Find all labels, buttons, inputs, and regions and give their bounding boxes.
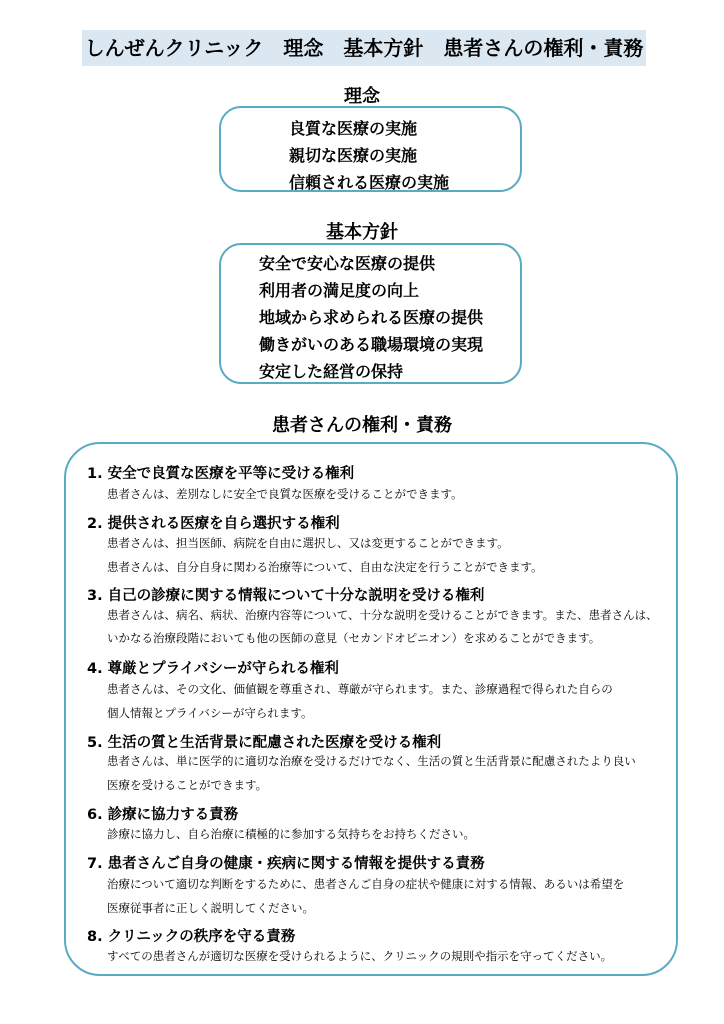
rights-item-text: 医療を受けることができます。 (107, 778, 268, 792)
page-title: しんぜんクリニック 理念 基本方針 患者さんの権利・責務 (82, 30, 646, 66)
policy-item: 安全で安心な医療の提供 (259, 254, 436, 273)
rights-item-text: 診療に協力し、自ら治療に積極的に参加する気持ちをお持ちください。 (107, 827, 475, 841)
rights-item-title: 8. クリニックの秩序を守る責務 (87, 929, 296, 945)
rights-item-text: 治療について適切な判断をするために、患者さんご自身の症状や健康に対する情報、あるいは希望を (107, 877, 625, 891)
policy-item: 利用者の満足度の向上 (259, 281, 420, 300)
rights-item-text: 個人情報とプライバシーが守られます。 (107, 706, 313, 720)
rights-item-text: すべての患者さんが適切な医療を受けられるように、クリニックの規則や指示を守ってください。 (107, 949, 613, 963)
rights-item-title: 4. 尊厳とプライバシーが守られる権利 (87, 661, 339, 677)
rights-item-text: 患者さんは、担当医師、病院を自由に選択し、又は変更することができます。 (107, 536, 509, 550)
rights-item-title: 1. 安全で良質な医療を平等に受ける権利 (87, 466, 355, 482)
philosophy-item: 親切な医療の実施 (289, 146, 418, 165)
philosophy-heading: 理念 (344, 86, 380, 107)
rights-item-text: 患者さんは、自分自身に関わる治療等について、自由な決定を行うことができます。 (107, 560, 543, 574)
rights-item-text: 患者さんは、単に医学的に適切な治療を受けるだけでなく、生活の質と生活背景に配慮されたより良い (107, 754, 636, 768)
policy-item: 安定した経営の保持 (259, 362, 404, 381)
rights-item-text: 医療従事者に正しく説明してください。 (107, 901, 314, 915)
philosophy-item: 信頼される医療の実施 (289, 173, 450, 192)
rights-item-text: 患者さんは、病名、病状、治療内容等について、十分な説明を受けることができます。また、患者さんは、 (107, 608, 658, 622)
rights-item-text: 患者さんは、差別なしに安全で良質な医療を受けることができます。 (107, 487, 463, 501)
policy-heading: 基本方針 (326, 222, 398, 243)
policy-item: 働きがいのある職場環境の実現 (259, 335, 484, 354)
rights-item-title: 7. 患者さんご自身の健康・疾病に関する情報を提供する責務 (87, 856, 485, 872)
rights-heading: 患者さんの権利・責務 (272, 415, 452, 436)
rights-item-text: いかなる治療段階においても他の医師の意見（セカンドオピニオン）を求めることができます。 (107, 631, 601, 645)
rights-item-title: 3. 自己の診療に関する情報について十分な説明を受ける権利 (87, 588, 485, 604)
policy-box (219, 243, 522, 384)
rights-item-text: 患者さんは、その文化、価値観を尊重され、尊厳が守られます。また、診療過程で得られた自らの (107, 682, 613, 696)
policy-item: 地域から求められる医療の提供 (259, 308, 484, 327)
philosophy-item: 良質な医療の実施 (289, 119, 418, 138)
philosophy-box (219, 106, 522, 192)
rights-item-title: 5. 生活の質と生活背景に配慮された医療を受ける権利 (87, 735, 442, 751)
rights-item-title: 2. 提供される医療を自ら選択する権利 (87, 516, 340, 532)
rights-item-title: 6. 診療に協力する責務 (87, 807, 239, 823)
